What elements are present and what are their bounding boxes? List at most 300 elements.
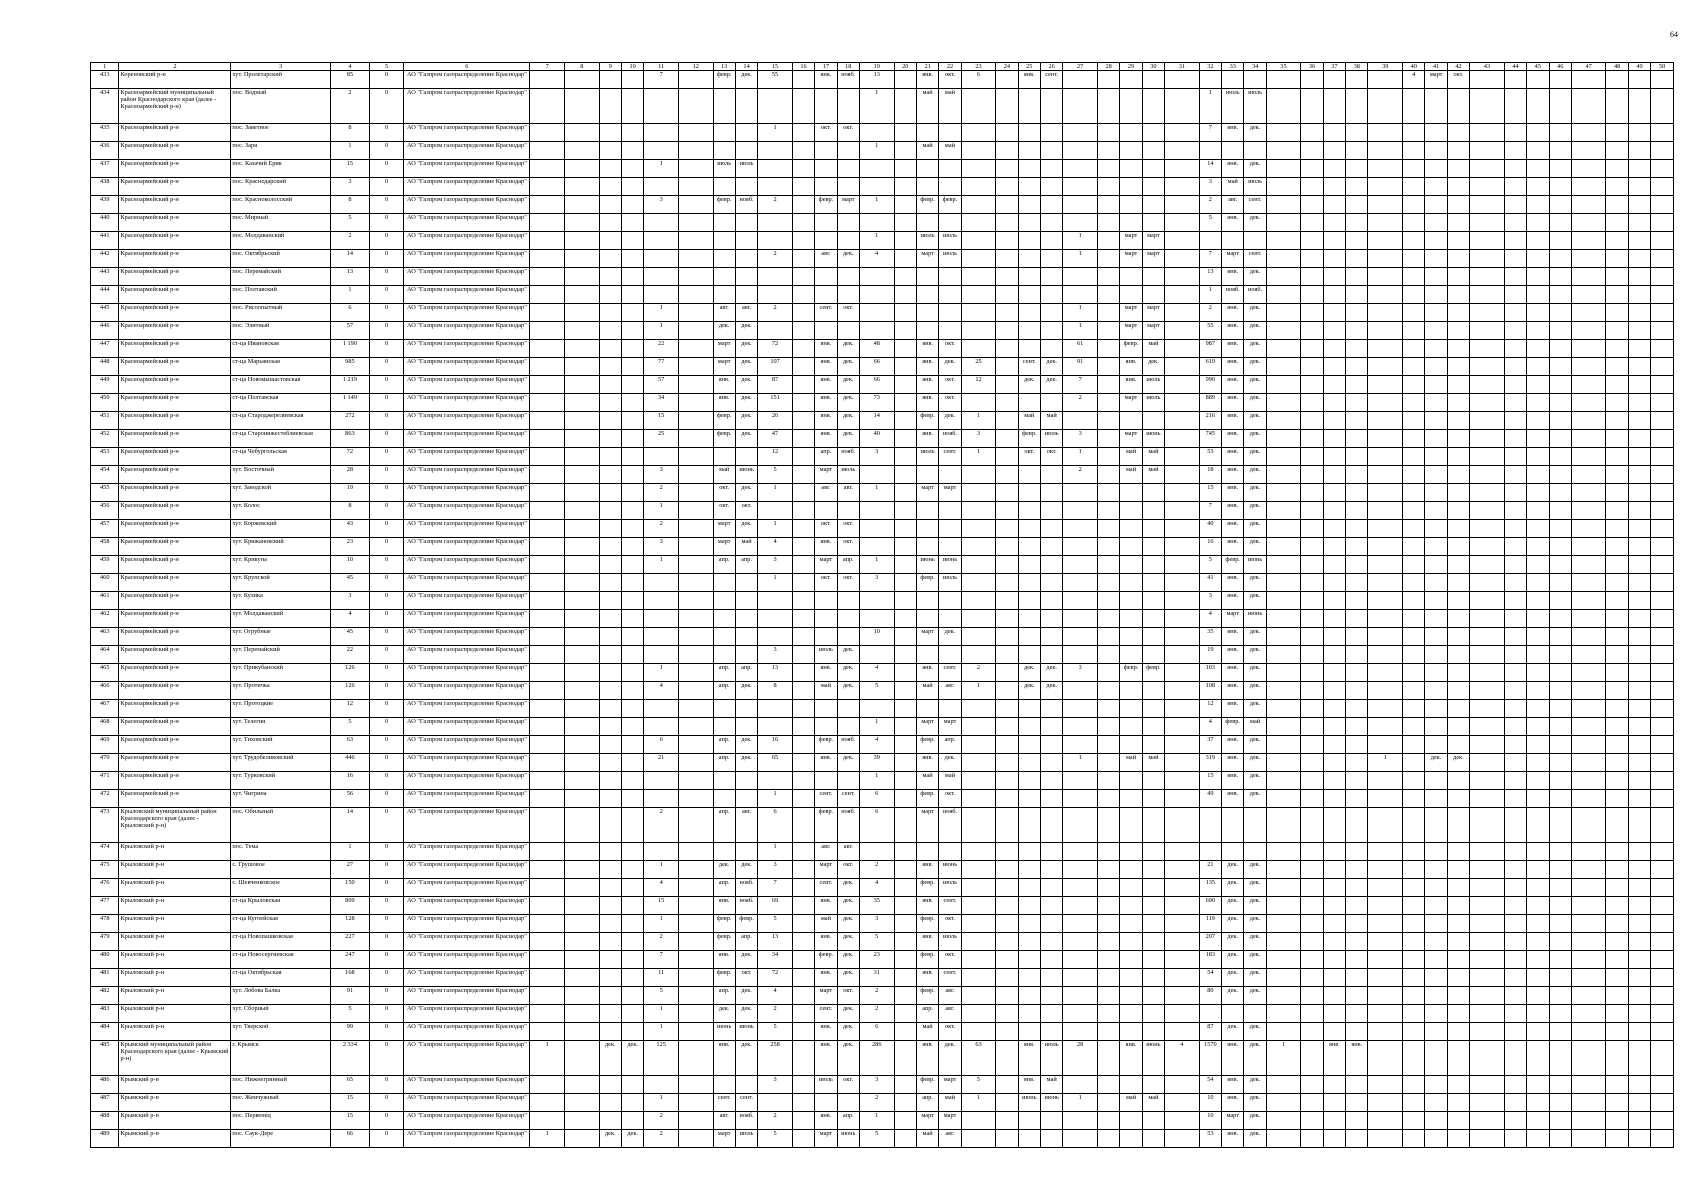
cell-col-27 bbox=[1063, 214, 1098, 232]
table-row bbox=[91, 592, 1674, 610]
cell-col-44 bbox=[1504, 736, 1526, 754]
cell-col-29 bbox=[1120, 610, 1142, 628]
cell-col-13: авг. bbox=[713, 1112, 735, 1130]
organization-name: АО "Газпром газораспределение Краснодар" bbox=[404, 89, 530, 124]
cell-col-31 bbox=[1165, 897, 1200, 915]
cell-col-36 bbox=[1301, 628, 1323, 646]
cell-col-49 bbox=[1628, 1076, 1650, 1094]
cell-col-40 bbox=[1403, 736, 1425, 754]
area-name: Красноармейский р-н bbox=[119, 790, 231, 808]
cell-col-40 bbox=[1403, 448, 1425, 466]
cell-col-15: 87 bbox=[758, 376, 793, 394]
cell-col-34: дек. bbox=[1244, 1041, 1266, 1076]
cell-col-30 bbox=[1142, 412, 1164, 430]
cell-col-42 bbox=[1447, 1112, 1469, 1130]
table-row bbox=[91, 1023, 1674, 1041]
cell-col-46 bbox=[1549, 682, 1571, 700]
cell-col-29 bbox=[1120, 987, 1142, 1005]
cell-col-9 bbox=[599, 754, 621, 772]
cell-col-11: 125 bbox=[644, 1041, 679, 1076]
cell-col-28 bbox=[1097, 196, 1119, 214]
area-name: Красноармейский р-н bbox=[119, 736, 231, 754]
cell-col-45 bbox=[1527, 430, 1549, 448]
cell-col-50 bbox=[1651, 843, 1674, 861]
cell-col-47 bbox=[1571, 915, 1606, 933]
cell-col-28 bbox=[1097, 502, 1119, 520]
cell-col-18 bbox=[837, 1094, 859, 1112]
cell-col-21 bbox=[916, 502, 938, 520]
cell-col-40 bbox=[1403, 969, 1425, 987]
cell-col-27: 1 bbox=[1063, 754, 1098, 772]
cell-col-36 bbox=[1301, 520, 1323, 538]
cell-col-20 bbox=[894, 448, 916, 466]
cell-col-7 bbox=[530, 232, 565, 250]
settlement-name: пос. Полтавский bbox=[231, 286, 331, 304]
cell-col-28 bbox=[1097, 376, 1119, 394]
row-number: 440 bbox=[91, 214, 119, 232]
cell-col-11: 2 bbox=[644, 484, 679, 502]
cell-col-50 bbox=[1651, 466, 1674, 484]
cell-col-37 bbox=[1323, 664, 1345, 682]
cell-col-43 bbox=[1470, 430, 1505, 448]
cell-col-48 bbox=[1606, 286, 1628, 304]
cell-col-15: 55 bbox=[758, 71, 793, 89]
cell-col-5: 0 bbox=[369, 214, 404, 232]
cell-col-22: сент. bbox=[939, 969, 961, 987]
cell-col-37 bbox=[1323, 879, 1345, 897]
cell-col-21: май bbox=[916, 89, 938, 124]
cell-col-17: март bbox=[815, 556, 837, 574]
cell-col-34: дек. bbox=[1244, 879, 1266, 897]
cell-col-27 bbox=[1063, 178, 1098, 196]
cell-col-33: янв. bbox=[1222, 754, 1244, 772]
cell-col-27: 7 bbox=[1063, 376, 1098, 394]
cell-col-42 bbox=[1447, 951, 1469, 969]
cell-col-15: 13 bbox=[758, 664, 793, 682]
column-header-14: 14 bbox=[735, 63, 757, 71]
cell-col-36 bbox=[1301, 250, 1323, 268]
settlement-name: пос. Саук-Дере bbox=[231, 1130, 331, 1148]
cell-col-23 bbox=[961, 556, 996, 574]
cell-col-48 bbox=[1606, 610, 1628, 628]
cell-col-4: 65 bbox=[331, 1076, 370, 1094]
cell-col-18: дек. bbox=[837, 412, 859, 430]
cell-col-7 bbox=[530, 1094, 565, 1112]
cell-col-13: янв. bbox=[713, 394, 735, 412]
cell-col-39 bbox=[1368, 430, 1403, 448]
cell-col-39 bbox=[1368, 700, 1403, 718]
cell-col-31 bbox=[1165, 160, 1200, 178]
cell-col-21: янв. bbox=[916, 933, 938, 951]
organization-name: АО "Газпром газораспределение Краснодар" bbox=[404, 71, 530, 89]
cell-col-47 bbox=[1571, 358, 1606, 376]
cell-col-33: март bbox=[1222, 610, 1244, 628]
cell-col-20 bbox=[894, 646, 916, 664]
cell-col-20 bbox=[894, 376, 916, 394]
cell-col-39 bbox=[1368, 196, 1403, 214]
cell-col-20 bbox=[894, 358, 916, 376]
cell-col-40 bbox=[1403, 268, 1425, 286]
cell-col-49 bbox=[1628, 556, 1650, 574]
cell-col-22 bbox=[939, 502, 961, 520]
cell-col-36 bbox=[1301, 160, 1323, 178]
cell-col-34: дек. bbox=[1244, 951, 1266, 969]
cell-col-35 bbox=[1266, 448, 1301, 466]
cell-col-32: 216 bbox=[1199, 412, 1221, 430]
cell-col-26 bbox=[1041, 142, 1063, 160]
cell-col-19: 2 bbox=[859, 1005, 894, 1023]
cell-col-35 bbox=[1266, 304, 1301, 322]
cell-col-25 bbox=[1018, 718, 1040, 736]
cell-col-10 bbox=[621, 430, 643, 448]
cell-col-17: янв. bbox=[815, 340, 837, 358]
cell-col-43 bbox=[1470, 610, 1505, 628]
cell-col-36 bbox=[1301, 71, 1323, 89]
cell-col-16 bbox=[792, 718, 814, 736]
cell-col-45 bbox=[1527, 987, 1549, 1005]
cell-col-46 bbox=[1549, 196, 1571, 214]
cell-col-44 bbox=[1504, 628, 1526, 646]
cell-col-28 bbox=[1097, 484, 1119, 502]
organization-name: АО "Газпром газораспределение Краснодар" bbox=[404, 1005, 530, 1023]
cell-col-30: май bbox=[1142, 466, 1164, 484]
cell-col-7 bbox=[530, 897, 565, 915]
cell-col-13: апр. bbox=[713, 736, 735, 754]
cell-col-25 bbox=[1018, 340, 1040, 358]
cell-col-47 bbox=[1571, 646, 1606, 664]
cell-col-17: янв. bbox=[815, 358, 837, 376]
cell-col-33: янв. bbox=[1222, 214, 1244, 232]
cell-col-40 bbox=[1403, 1023, 1425, 1041]
cell-col-14: апр. bbox=[735, 933, 757, 951]
cell-col-12 bbox=[678, 718, 713, 736]
cell-col-10 bbox=[621, 466, 643, 484]
cell-col-16 bbox=[792, 790, 814, 808]
organization-name: АО "Газпром газораспределение Краснодар" bbox=[404, 1041, 530, 1076]
cell-col-41 bbox=[1425, 987, 1447, 1005]
cell-col-44 bbox=[1504, 502, 1526, 520]
cell-col-15: 6 bbox=[758, 808, 793, 843]
cell-col-47 bbox=[1571, 286, 1606, 304]
cell-col-40 bbox=[1403, 861, 1425, 879]
cell-col-40 bbox=[1403, 879, 1425, 897]
cell-col-24 bbox=[996, 592, 1018, 610]
cell-col-24 bbox=[996, 969, 1018, 987]
cell-col-11 bbox=[644, 448, 679, 466]
cell-col-31 bbox=[1165, 520, 1200, 538]
cell-col-46 bbox=[1549, 232, 1571, 250]
cell-col-44 bbox=[1504, 879, 1526, 897]
cell-col-36 bbox=[1301, 304, 1323, 322]
cell-col-26 bbox=[1041, 322, 1063, 340]
cell-col-29 bbox=[1120, 268, 1142, 286]
cell-col-35 bbox=[1266, 358, 1301, 376]
cell-col-16 bbox=[792, 969, 814, 987]
cell-col-23 bbox=[961, 484, 996, 502]
cell-col-38 bbox=[1346, 897, 1368, 915]
cell-col-26 bbox=[1041, 718, 1063, 736]
cell-col-23 bbox=[961, 142, 996, 160]
table-row bbox=[91, 160, 1674, 178]
cell-col-17: авг. bbox=[815, 250, 837, 268]
cell-col-30 bbox=[1142, 1023, 1164, 1041]
cell-col-31 bbox=[1165, 969, 1200, 987]
cell-col-5: 0 bbox=[369, 951, 404, 969]
row-number: 433 bbox=[91, 71, 119, 89]
cell-col-46 bbox=[1549, 754, 1571, 772]
cell-col-27 bbox=[1063, 772, 1098, 790]
cell-col-23: 5 bbox=[961, 1076, 996, 1094]
cell-col-12 bbox=[678, 232, 713, 250]
cell-col-46 bbox=[1549, 772, 1571, 790]
cell-col-26 bbox=[1041, 879, 1063, 897]
cell-col-4: 126 bbox=[331, 682, 370, 700]
cell-col-42 bbox=[1447, 556, 1469, 574]
cell-col-11: 77 bbox=[644, 358, 679, 376]
cell-col-10 bbox=[621, 142, 643, 160]
cell-col-18: окт. bbox=[837, 304, 859, 322]
cell-col-46 bbox=[1549, 700, 1571, 718]
cell-col-11 bbox=[644, 772, 679, 790]
organization-name: АО "Газпром газораспределение Краснодар" bbox=[404, 214, 530, 232]
cell-col-34: дек. bbox=[1244, 268, 1266, 286]
cell-col-7 bbox=[530, 178, 565, 196]
cell-col-34 bbox=[1244, 232, 1266, 250]
cell-col-32: 37 bbox=[1199, 736, 1221, 754]
cell-col-8 bbox=[565, 250, 600, 268]
cell-col-39 bbox=[1368, 376, 1403, 394]
cell-col-41 bbox=[1425, 502, 1447, 520]
cell-col-7 bbox=[530, 556, 565, 574]
cell-col-22: авг. bbox=[939, 682, 961, 700]
cell-col-29 bbox=[1120, 89, 1142, 124]
cell-col-36 bbox=[1301, 124, 1323, 142]
cell-col-50 bbox=[1651, 556, 1674, 574]
cell-col-32: 13 bbox=[1199, 268, 1221, 286]
cell-col-7 bbox=[530, 520, 565, 538]
area-name: Красноармейский р-н bbox=[119, 286, 231, 304]
cell-col-5: 0 bbox=[369, 268, 404, 286]
cell-col-13: апр. bbox=[713, 556, 735, 574]
organization-name: АО "Газпром газораспределение Краснодар" bbox=[404, 1076, 530, 1094]
cell-col-30: июль bbox=[1142, 394, 1164, 412]
cell-col-12 bbox=[678, 286, 713, 304]
cell-col-25 bbox=[1018, 484, 1040, 502]
cell-col-25 bbox=[1018, 89, 1040, 124]
cell-col-5: 0 bbox=[369, 178, 404, 196]
cell-col-21: янв. bbox=[916, 358, 938, 376]
cell-col-31 bbox=[1165, 1112, 1200, 1130]
cell-col-36 bbox=[1301, 772, 1323, 790]
cell-col-31 bbox=[1165, 915, 1200, 933]
cell-col-45 bbox=[1527, 466, 1549, 484]
cell-col-22: июль bbox=[939, 574, 961, 592]
organization-name: АО "Газпром газораспределение Краснодар" bbox=[404, 376, 530, 394]
cell-col-27 bbox=[1063, 933, 1098, 951]
cell-col-24 bbox=[996, 933, 1018, 951]
cell-col-15: 1 bbox=[758, 484, 793, 502]
organization-name: АО "Газпром газораспределение Краснодар" bbox=[404, 250, 530, 268]
cell-col-37 bbox=[1323, 700, 1345, 718]
cell-col-33: янв. bbox=[1222, 376, 1244, 394]
cell-col-10 bbox=[621, 1023, 643, 1041]
cell-col-41 bbox=[1425, 142, 1447, 160]
cell-col-21: май bbox=[916, 1023, 938, 1041]
cell-col-34 bbox=[1244, 808, 1266, 843]
column-header-24: 24 bbox=[996, 63, 1018, 71]
cell-col-44 bbox=[1504, 682, 1526, 700]
cell-col-14 bbox=[735, 628, 757, 646]
cell-col-33: янв. bbox=[1222, 430, 1244, 448]
cell-col-8 bbox=[565, 556, 600, 574]
cell-col-34: дек. bbox=[1244, 628, 1266, 646]
cell-col-13 bbox=[713, 268, 735, 286]
cell-col-38 bbox=[1346, 484, 1368, 502]
cell-col-35 bbox=[1266, 394, 1301, 412]
cell-col-22: окт. bbox=[939, 376, 961, 394]
cell-col-18: дек. bbox=[837, 933, 859, 951]
cell-col-37 bbox=[1323, 646, 1345, 664]
cell-col-33: янв. bbox=[1222, 1076, 1244, 1094]
cell-col-33: дек. bbox=[1222, 969, 1244, 987]
cell-col-42 bbox=[1447, 322, 1469, 340]
area-name: Крыловский р-н bbox=[119, 969, 231, 987]
cell-col-32: 990 bbox=[1199, 376, 1221, 394]
cell-col-27 bbox=[1063, 484, 1098, 502]
cell-col-5: 0 bbox=[369, 1041, 404, 1076]
settlement-name: хут. Телегин bbox=[231, 718, 331, 736]
cell-col-40 bbox=[1403, 1130, 1425, 1148]
area-name: Крыловский р-н bbox=[119, 915, 231, 933]
cell-col-32: 49 bbox=[1199, 790, 1221, 808]
cell-col-41 bbox=[1425, 933, 1447, 951]
cell-col-23: 1 bbox=[961, 412, 996, 430]
cell-col-34: дек. bbox=[1244, 754, 1266, 772]
cell-col-25 bbox=[1018, 592, 1040, 610]
cell-col-20 bbox=[894, 178, 916, 196]
cell-col-38 bbox=[1346, 790, 1368, 808]
cell-col-44 bbox=[1504, 412, 1526, 430]
cell-col-4: 99 bbox=[331, 1023, 370, 1041]
cell-col-49 bbox=[1628, 412, 1650, 430]
cell-col-39 bbox=[1368, 484, 1403, 502]
cell-col-23 bbox=[961, 628, 996, 646]
cell-col-21: февр. bbox=[916, 951, 938, 969]
cell-col-25 bbox=[1018, 520, 1040, 538]
cell-col-33: янв. bbox=[1222, 466, 1244, 484]
cell-col-29 bbox=[1120, 412, 1142, 430]
cell-col-8 bbox=[565, 142, 600, 160]
cell-col-14: нояб. bbox=[735, 879, 757, 897]
settlement-name: г. Крымск bbox=[231, 1041, 331, 1076]
table-row bbox=[91, 502, 1674, 520]
cell-col-43 bbox=[1470, 879, 1505, 897]
cell-col-4: 126 bbox=[331, 664, 370, 682]
cell-col-38 bbox=[1346, 394, 1368, 412]
cell-col-42 bbox=[1447, 682, 1469, 700]
cell-col-36 bbox=[1301, 448, 1323, 466]
cell-col-44 bbox=[1504, 250, 1526, 268]
cell-col-18 bbox=[837, 772, 859, 790]
cell-col-37 bbox=[1323, 915, 1345, 933]
cell-col-7 bbox=[530, 466, 565, 484]
row-number: 460 bbox=[91, 574, 119, 592]
cell-col-21: февр. bbox=[916, 574, 938, 592]
cell-col-30 bbox=[1142, 610, 1164, 628]
cell-col-46 bbox=[1549, 843, 1571, 861]
organization-name: АО "Газпром газораспределение Краснодар" bbox=[404, 610, 530, 628]
cell-col-31 bbox=[1165, 664, 1200, 682]
cell-col-22: окт. bbox=[939, 340, 961, 358]
cell-col-41 bbox=[1425, 736, 1447, 754]
cell-col-31 bbox=[1165, 250, 1200, 268]
cell-col-40 bbox=[1403, 304, 1425, 322]
cell-col-49 bbox=[1628, 430, 1650, 448]
cell-col-30 bbox=[1142, 268, 1164, 286]
cell-col-11 bbox=[644, 142, 679, 160]
cell-col-34: дек. bbox=[1244, 682, 1266, 700]
cell-col-30 bbox=[1142, 124, 1164, 142]
cell-col-42 bbox=[1447, 861, 1469, 879]
cell-col-41 bbox=[1425, 664, 1447, 682]
cell-col-13: апр. bbox=[713, 879, 735, 897]
cell-col-15 bbox=[758, 142, 793, 160]
cell-col-26 bbox=[1041, 484, 1063, 502]
cell-col-24 bbox=[996, 808, 1018, 843]
cell-col-30 bbox=[1142, 897, 1164, 915]
cell-col-4: 446 bbox=[331, 754, 370, 772]
row-number: 488 bbox=[91, 1112, 119, 1130]
cell-col-30 bbox=[1142, 160, 1164, 178]
cell-col-18: окт. bbox=[837, 861, 859, 879]
cell-col-16 bbox=[792, 987, 814, 1005]
cell-col-12 bbox=[678, 214, 713, 232]
cell-col-23 bbox=[961, 592, 996, 610]
cell-col-40: 4 bbox=[1403, 71, 1425, 89]
cell-col-28 bbox=[1097, 89, 1119, 124]
cell-col-18: июль bbox=[837, 466, 859, 484]
cell-col-10 bbox=[621, 1112, 643, 1130]
cell-col-36 bbox=[1301, 592, 1323, 610]
cell-col-27 bbox=[1063, 879, 1098, 897]
cell-col-10 bbox=[621, 71, 643, 89]
cell-col-47 bbox=[1571, 808, 1606, 843]
cell-col-50 bbox=[1651, 538, 1674, 556]
cell-col-44 bbox=[1504, 790, 1526, 808]
cell-col-7 bbox=[530, 682, 565, 700]
cell-col-32: 1570 bbox=[1199, 1041, 1221, 1076]
cell-col-5: 0 bbox=[369, 718, 404, 736]
cell-col-35 bbox=[1266, 538, 1301, 556]
cell-col-43 bbox=[1470, 286, 1505, 304]
column-header-16: 16 bbox=[792, 63, 814, 71]
cell-col-46 bbox=[1549, 250, 1571, 268]
cell-col-34: дек. bbox=[1244, 772, 1266, 790]
cell-col-30 bbox=[1142, 700, 1164, 718]
cell-col-32: 183 bbox=[1199, 951, 1221, 969]
cell-col-10 bbox=[621, 915, 643, 933]
cell-col-35 bbox=[1266, 502, 1301, 520]
cell-col-21 bbox=[916, 610, 938, 628]
cell-col-8 bbox=[565, 915, 600, 933]
row-number: 471 bbox=[91, 772, 119, 790]
cell-col-4: 1 190 bbox=[331, 340, 370, 358]
cell-col-36 bbox=[1301, 1094, 1323, 1112]
cell-col-16 bbox=[792, 178, 814, 196]
cell-col-24 bbox=[996, 160, 1018, 178]
cell-col-13: март bbox=[713, 1130, 735, 1148]
settlement-name: хут. Колос bbox=[231, 502, 331, 520]
